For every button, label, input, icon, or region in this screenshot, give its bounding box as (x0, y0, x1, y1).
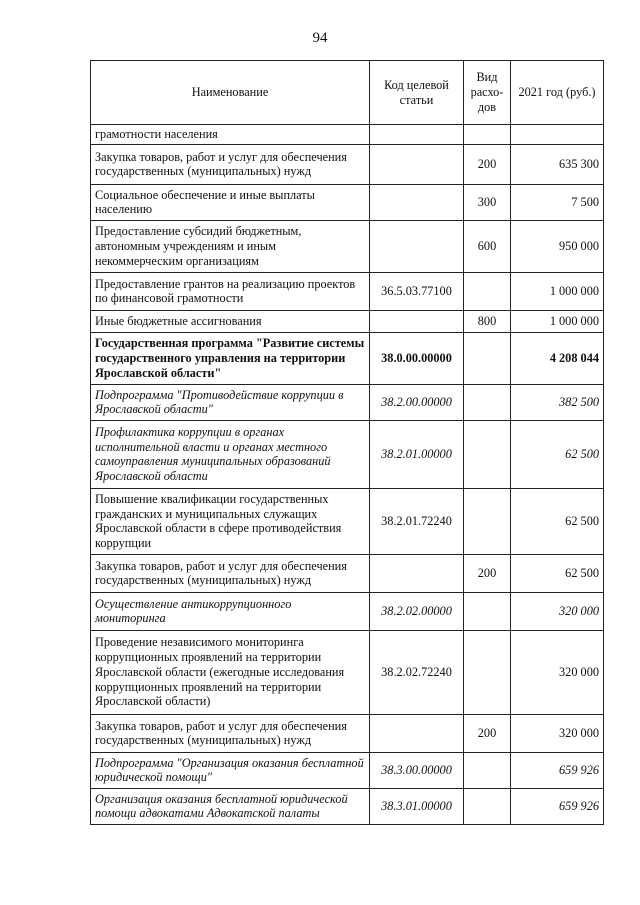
header-name: Наименование (91, 61, 370, 125)
table-row (91, 630, 604, 714)
row-name-cell: Осуществление антикоррупционного мониторинга (91, 592, 370, 630)
table-row (91, 714, 604, 752)
row-kind-cell (464, 630, 511, 714)
row-sum-cell: 320 000 (511, 630, 604, 714)
row-name-cell: Повышение квалификации государственных гражданских и муниципальных служащих Ярославской области в сфере противодействия коррупции (91, 488, 370, 554)
row-code-cell (370, 125, 464, 145)
row-name-cell: Иные бюджетные ассигнования (91, 310, 370, 332)
header-code: Код целевой статьи (370, 61, 464, 125)
table-row (91, 310, 604, 332)
row-kind-cell: 200 (464, 554, 511, 592)
row-sum-cell: 1 000 000 (511, 272, 604, 310)
row-sum-cell: 635 300 (511, 144, 604, 184)
table-row (91, 752, 604, 788)
row-kind-cell (464, 592, 511, 630)
row-sum-cell (511, 125, 604, 145)
table-row (91, 420, 604, 488)
row-kind-cell (464, 272, 511, 310)
row-kind-cell (464, 788, 511, 824)
table-row (91, 488, 604, 554)
row-sum-cell: 659 926 (511, 752, 604, 788)
row-sum-cell: 950 000 (511, 220, 604, 272)
row-name-cell: Подпрограмма "Организация оказания бесплатной юридической помощи" (91, 752, 370, 788)
row-sum-cell: 659 926 (511, 788, 604, 824)
row-name-cell: грамотности населения (91, 125, 370, 145)
row-kind-cell (464, 125, 511, 145)
row-sum-cell: 62 500 (511, 554, 604, 592)
row-code-cell: 38.0.00.00000 (370, 332, 464, 384)
row-name-cell: Подпрограмма "Противодействие коррупции в Ярославской области" (91, 384, 370, 420)
row-code-cell: 38.2.00.00000 (370, 384, 464, 420)
row-kind-cell (464, 488, 511, 554)
row-code-cell (370, 184, 464, 220)
row-code-cell (370, 310, 464, 332)
row-name-cell: Государственная программа "Развитие системы государственного управления на территории Ярославской области" (91, 332, 370, 384)
row-sum-cell: 62 500 (511, 488, 604, 554)
row-code-cell: 38.2.02.00000 (370, 592, 464, 630)
row-code-cell (370, 144, 464, 184)
row-kind-cell (464, 384, 511, 420)
table-header-row (91, 61, 604, 125)
row-kind-cell (464, 420, 511, 488)
table-row (91, 272, 604, 310)
row-code-cell: 38.3.00.00000 (370, 752, 464, 788)
table-row (91, 592, 604, 630)
table-row (91, 788, 604, 824)
row-name-cell: Закупка товаров, работ и услуг для обеспечения государственных (муниципальных) нужд (91, 714, 370, 752)
row-sum-cell: 382 500 (511, 384, 604, 420)
header-sum: 2021 год (руб.) (511, 61, 604, 125)
row-sum-cell: 4 208 044 (511, 332, 604, 384)
row-name-cell: Профилактика коррупции в органах исполнительной власти и органах местного самоуправления муниципальных образований Ярославской области (91, 420, 370, 488)
row-kind-cell: 600 (464, 220, 511, 272)
row-name-cell: Проведение независимого мониторинга коррупционных проявлений на территории Ярославской области (ежегодные исследования коррупционных проявлений на территории Ярославской области) (91, 630, 370, 714)
row-name-cell: Предоставление субсидий бюджетным, автономным учреждениям и иным некоммерческим организациям (91, 220, 370, 272)
row-sum-cell: 62 500 (511, 420, 604, 488)
row-kind-cell: 200 (464, 144, 511, 184)
table-row (91, 184, 604, 220)
table-row (91, 125, 604, 145)
row-code-cell (370, 554, 464, 592)
header-kind: Вид расхо-дов (464, 61, 511, 125)
row-sum-cell: 1 000 000 (511, 310, 604, 332)
table-body (91, 125, 604, 825)
page-number: 94 (312, 30, 328, 46)
row-name-cell: Закупка товаров, работ и услуг для обеспечения государственных (муниципальных) нужд (91, 144, 370, 184)
row-code-cell: 36.5.03.77100 (370, 272, 464, 310)
table-row (91, 332, 604, 384)
table-row (91, 144, 604, 184)
table-row (91, 384, 604, 420)
row-code-cell: 38.3.01.00000 (370, 788, 464, 824)
budget-table (90, 60, 604, 825)
row-sum-cell: 320 000 (511, 592, 604, 630)
row-kind-cell: 200 (464, 714, 511, 752)
row-name-cell: Организация оказания бесплатной юридической помощи адвокатами Адвокатской палаты (91, 788, 370, 824)
row-kind-cell: 300 (464, 184, 511, 220)
row-sum-cell: 7 500 (511, 184, 604, 220)
row-sum-cell: 320 000 (511, 714, 604, 752)
row-code-cell: 38.2.01.72240 (370, 488, 464, 554)
table-row (91, 220, 604, 272)
row-code-cell: 38.2.02.72240 (370, 630, 464, 714)
row-name-cell: Социальное обеспечение и иные выплаты населению (91, 184, 370, 220)
row-kind-cell (464, 332, 511, 384)
table-row (91, 554, 604, 592)
row-code-cell: 38.2.01.00000 (370, 420, 464, 488)
row-code-cell (370, 220, 464, 272)
row-kind-cell (464, 752, 511, 788)
row-name-cell: Закупка товаров, работ и услуг для обеспечения государственных (муниципальных) нужд (91, 554, 370, 592)
row-code-cell (370, 714, 464, 752)
row-kind-cell: 800 (464, 310, 511, 332)
row-name-cell: Предоставление грантов на реализацию проектов по финансовой грамотности (91, 272, 370, 310)
